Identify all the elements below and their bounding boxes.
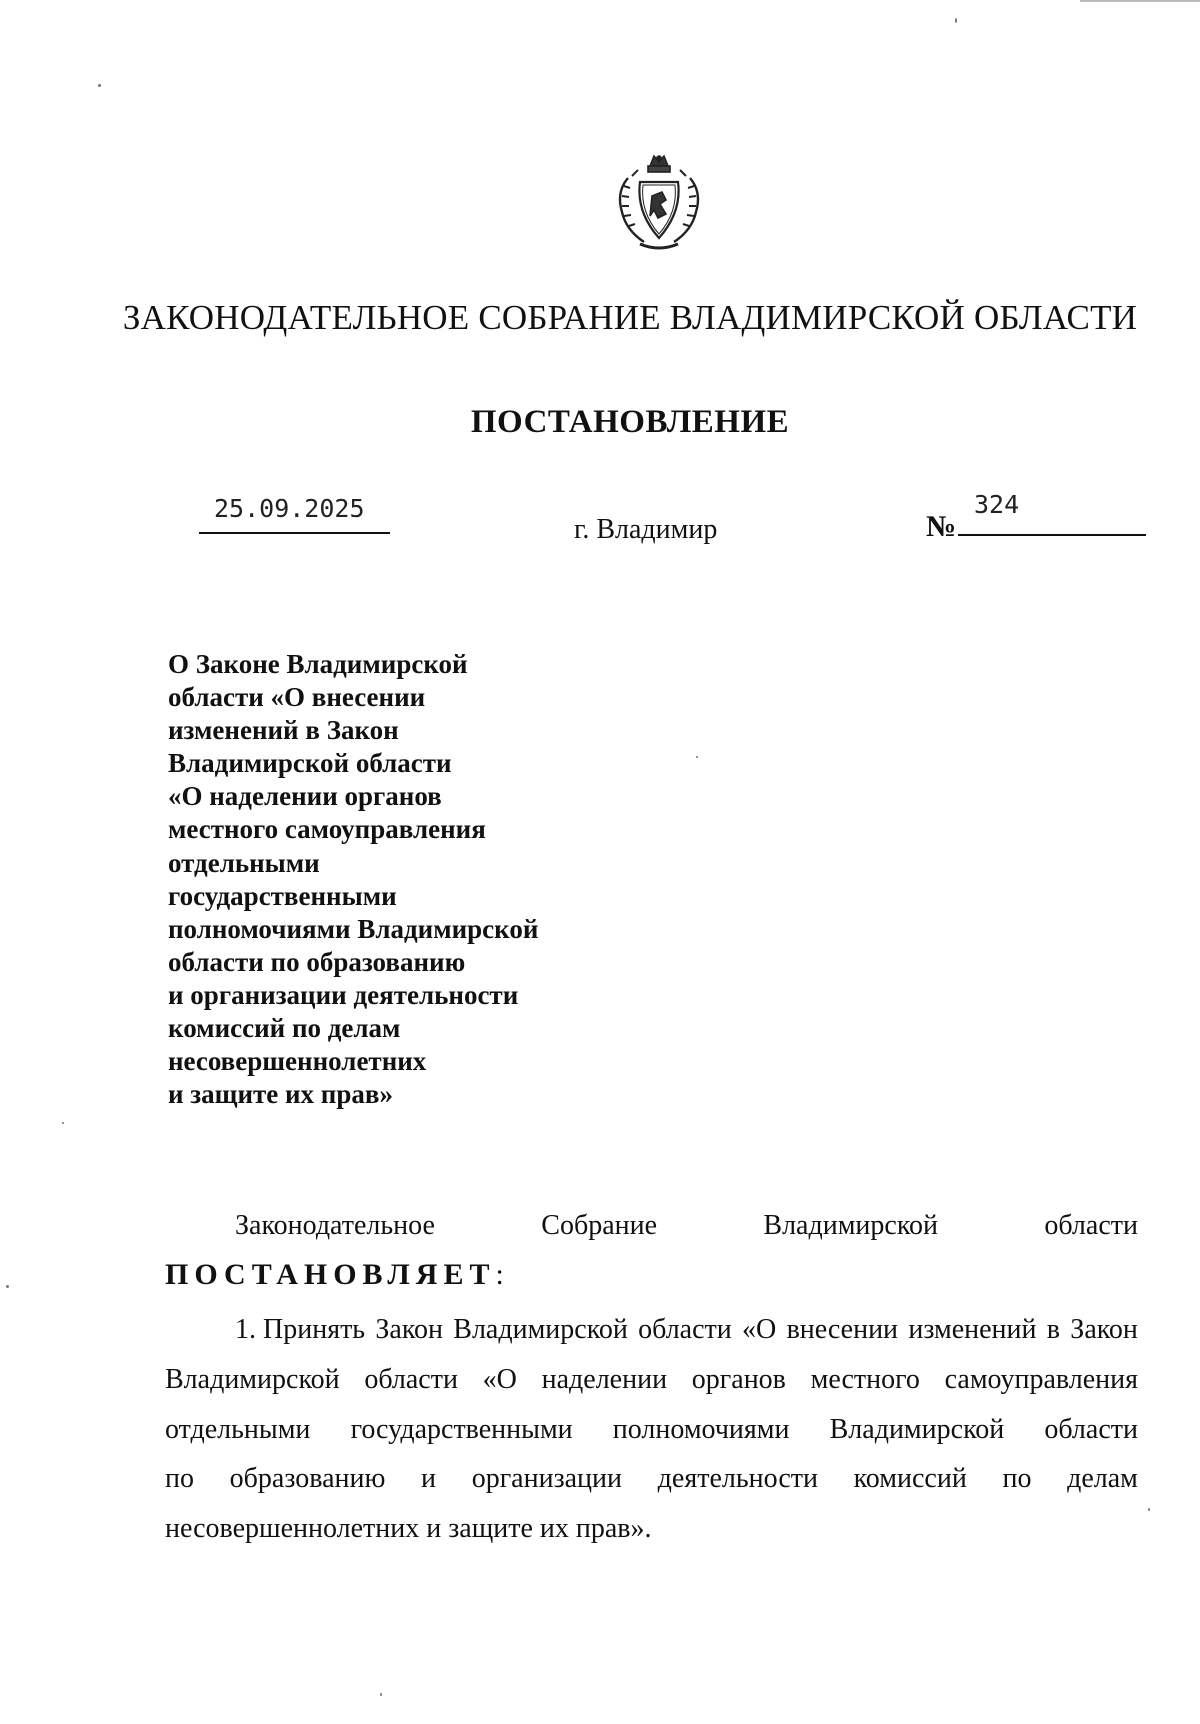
- document-type-heading: ПОСТАНОВЛЕНИЕ: [470, 404, 790, 440]
- subject-line: «О наделении органов: [168, 781, 442, 812]
- preamble-word: Законодательное: [235, 1210, 435, 1241]
- number-sign: №: [926, 510, 957, 543]
- date-underline: [199, 532, 390, 534]
- body-line: [165, 1405, 1138, 1455]
- body-word: Владимирской: [453, 1314, 628, 1345]
- subject-line: местного самоуправления: [168, 814, 486, 845]
- document-number: 324: [974, 490, 1020, 519]
- subject-line: О Законе Владимирской: [168, 649, 468, 679]
- body-word: организации: [471, 1463, 623, 1495]
- body-word: полномочиями: [612, 1413, 790, 1445]
- coat-of-arms-icon: [610, 152, 708, 256]
- body-word: местного: [810, 1363, 920, 1395]
- body-word: делам: [1067, 1463, 1138, 1495]
- body-word: Закон: [1070, 1314, 1138, 1345]
- body-word: государственными: [350, 1413, 573, 1445]
- document-city: г. Владимир: [574, 514, 718, 545]
- subject-line: государственными: [168, 880, 397, 911]
- body-word: Закон: [375, 1314, 443, 1345]
- subject-line: комиссий по делам: [168, 1013, 401, 1044]
- preamble-word: Собрание: [541, 1210, 658, 1241]
- document-date: 25.09.2025: [214, 494, 365, 523]
- organization-title: ЗАКОНОДАТЕЛЬНОЕ СОБРАНИЕ ВЛАДИМИРСКОЙ ОБЛАСТИ: [122, 298, 1138, 337]
- body-word: отдельными: [165, 1413, 311, 1445]
- resolves-heading: [165, 1258, 504, 1292]
- body-word: и: [421, 1463, 437, 1495]
- body-word: «О: [742, 1314, 777, 1345]
- body-line: [165, 1305, 1138, 1355]
- body-word: Владимирской: [165, 1363, 340, 1395]
- preamble-word: области: [1044, 1210, 1138, 1241]
- subject-line: отдельными: [168, 847, 320, 878]
- subject-line: и организации деятельности: [168, 979, 519, 1010]
- resolution-body: [165, 1305, 1138, 1554]
- body-word: области: [364, 1363, 458, 1395]
- subject-line: Владимирской области: [168, 748, 452, 779]
- body-word: области: [1044, 1413, 1138, 1445]
- resolves-colon: :: [495, 1258, 504, 1291]
- body-word: самоуправления: [944, 1363, 1138, 1395]
- body-word: 1. Принять: [235, 1314, 366, 1345]
- body-word: «О: [482, 1363, 517, 1395]
- document-subject: [168, 648, 588, 1111]
- body-word: несовершеннолетних и защите их прав».: [165, 1513, 652, 1545]
- subject-line: и защите их прав»: [168, 1079, 393, 1110]
- body-word: органов: [691, 1363, 786, 1395]
- body-word: внесении: [786, 1314, 899, 1345]
- preamble-line: [235, 1210, 1138, 1242]
- body-word: наделении: [541, 1363, 668, 1395]
- number-underline: [958, 534, 1146, 536]
- body-word: деятельности: [657, 1463, 818, 1495]
- preamble-word: Владимирской: [763, 1210, 939, 1241]
- body-word: Владимирской: [829, 1413, 1005, 1445]
- subject-line: несовершеннолетних: [168, 1046, 427, 1077]
- subject-line: области «О внесении: [168, 682, 426, 713]
- body-line: [165, 1504, 1138, 1554]
- subject-line: полномочиями Владимирской: [168, 913, 539, 944]
- body-word: изменений: [908, 1314, 1037, 1345]
- resolves-word: ПОСТАНОВЛЯЕТ: [165, 1258, 496, 1291]
- body-line: [165, 1454, 1138, 1504]
- body-word: образованию: [229, 1463, 386, 1495]
- body-word: по: [1002, 1463, 1032, 1495]
- body-word: комиссий: [853, 1463, 967, 1495]
- body-word: в: [1046, 1314, 1061, 1345]
- body-word: по: [165, 1463, 194, 1495]
- body-word: области: [638, 1314, 732, 1345]
- subject-line: области по образованию: [168, 946, 466, 977]
- body-line: [165, 1355, 1138, 1405]
- subject-line: изменений в Закон: [168, 715, 399, 746]
